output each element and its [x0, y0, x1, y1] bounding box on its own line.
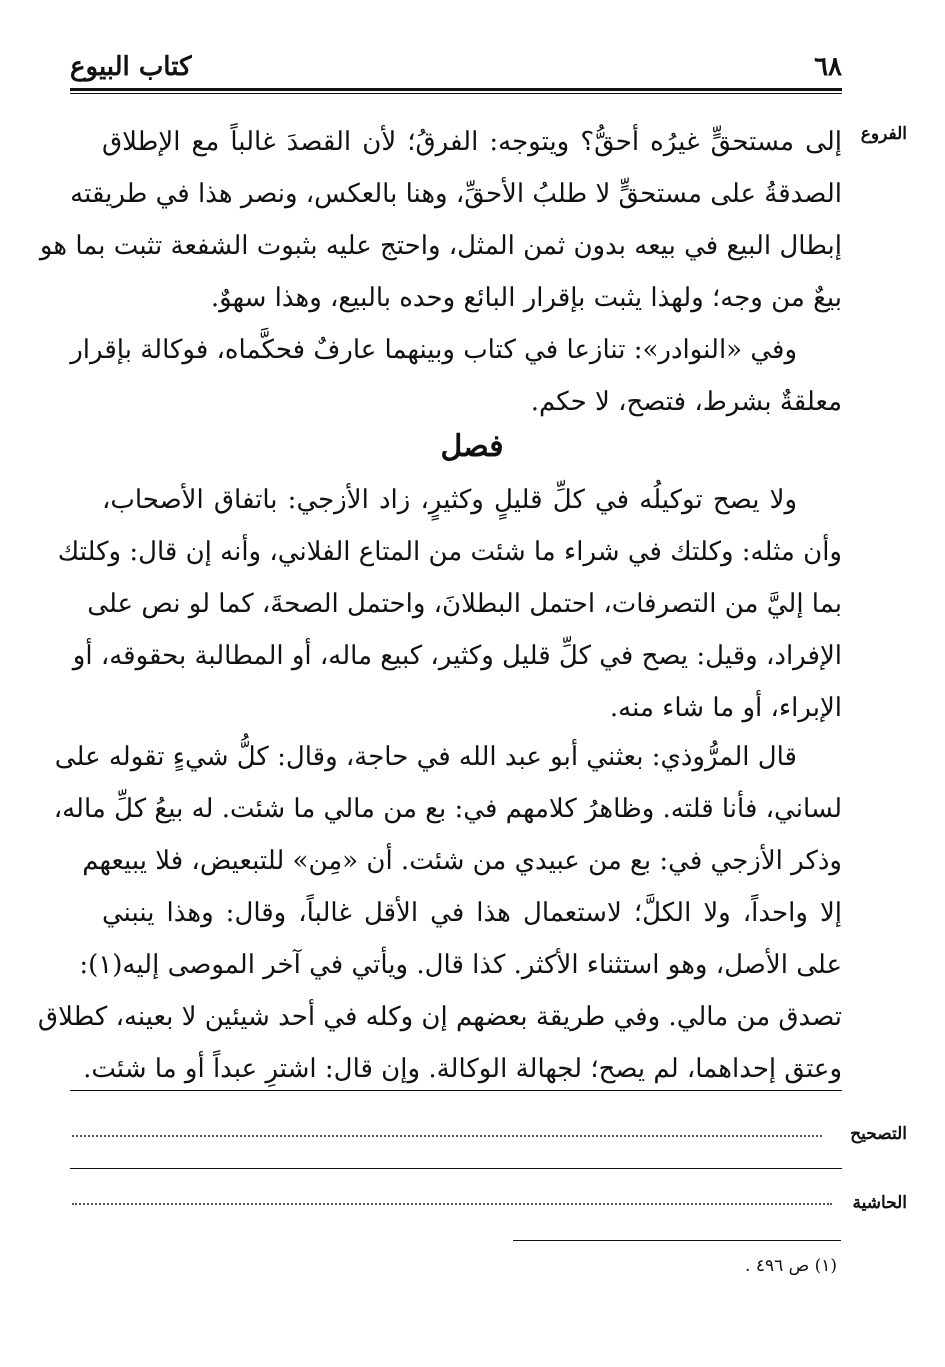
- text-line: وأن مثله: وكلتك في شراء ما شئت من المتاع الفلاني، وأنه إن قال: وكلتك: [57, 537, 842, 567]
- section-heading: فصل: [440, 429, 504, 464]
- correction-label: التصحيح: [850, 1124, 907, 1144]
- text-line: تصدق من مالي. وفي طريقة بعضهم إن وكله في أحد شيئين لا بعينه، كطلاق: [37, 1002, 842, 1032]
- paragraph-2: [70, 324, 842, 428]
- correction-dotted-line: [72, 1135, 822, 1137]
- text-line: لساني، فأنا قلته. وظاهرُ كلامهم في: بع من مالي ما شئت. له بيعُ كلِّ ماله،: [53, 794, 842, 824]
- margin-notes-label: الحاشية: [852, 1193, 907, 1213]
- text-line: الصدقةُ على مستحقٍّ لا طلبُ الأحقِّ، وهنا بالعكس، ونصر هذا في طريقته: [70, 179, 842, 209]
- running-title: كتاب البيوع: [70, 52, 192, 82]
- footnote-rule: [513, 1240, 841, 1241]
- text-line: معلقةٌ بشرط، فتصح، لا حكم.: [530, 387, 842, 417]
- text-line: وذكر الأزجي في: بع من عبيدي من شئت. أن «مِن» للتبعيض، فلا يبيعهم: [82, 846, 842, 876]
- text-line: الإبراء، أو ما شاء منه.: [609, 693, 842, 723]
- text-line: قال المرُّوذي: بعثني أبو عبد الله في حاجة، وقال: كلُّ شيءٍ تقوله على: [54, 742, 797, 772]
- text-line: وفي «النوادر»: تنازعا في كتاب وبينهما عارفٌ فحكَّماه، فوكالة بإقرار: [70, 335, 797, 365]
- page-header: [70, 52, 842, 88]
- footnote: (١) ص ٤٩٦ .: [745, 1256, 837, 1276]
- text-line: بيعٌ من وجه؛ ولهذا يثبت بإقرار البائع وحده بالبيع، وهذا سهوٌ.: [210, 283, 842, 313]
- paragraph-1: [39, 116, 842, 324]
- paragraph-3: [57, 474, 842, 734]
- text-line: إلا واحداً، ولا الكلَّ؛ لاستعمال هذا في الأقل غالباً، وقال: وهذا ينبني: [102, 898, 842, 928]
- header-rule-thick: [70, 88, 842, 91]
- header-rule-thin: [70, 93, 842, 94]
- footer-rule: [70, 1090, 842, 1091]
- margin-notes-dotted-line: [72, 1203, 832, 1205]
- text-line: على الأصل، وهو استثناء الأكثر. كذا قال. ويأتي في آخر الموصى إليه(١):: [79, 950, 842, 980]
- text-line: إلى مستحقٍّ غيرُه أحقُّ؟ ويتوجه: الفرقُ؛ لأن القصدَ غالباً مع الإطلاق: [102, 127, 842, 157]
- page-number: ٦٨: [814, 52, 842, 82]
- footer-rule: [70, 1168, 842, 1169]
- text-line: وعتق إحداهما، لم يصح؛ لجهالة الوكالة. وإن قال: اشترِ عبداً أو ما شئت.: [83, 1054, 842, 1084]
- text-line: إبطال البيع في بيعه بدون ثمن المثل، واحتج عليه بثبوت الشفعة تثبت بما هو: [39, 231, 842, 261]
- margin-label: الفروع: [860, 124, 907, 144]
- text-line: ولا يصح توكيلُه في كلِّ قليلٍ وكثيرٍ، زاد الأزجي: باتفاق الأصحاب،: [102, 485, 797, 515]
- text-line: الإفراد، وقيل: يصح في كلِّ قليل وكثير، كبيع ماله، أو المطالبة بحقوقه، أو: [72, 641, 842, 671]
- paragraph-4: [37, 731, 842, 1095]
- text-line: بما إليَّ من التصرفات، احتمل البطلانَ، واحتمل الصحةَ، كما لو نص على: [87, 589, 842, 619]
